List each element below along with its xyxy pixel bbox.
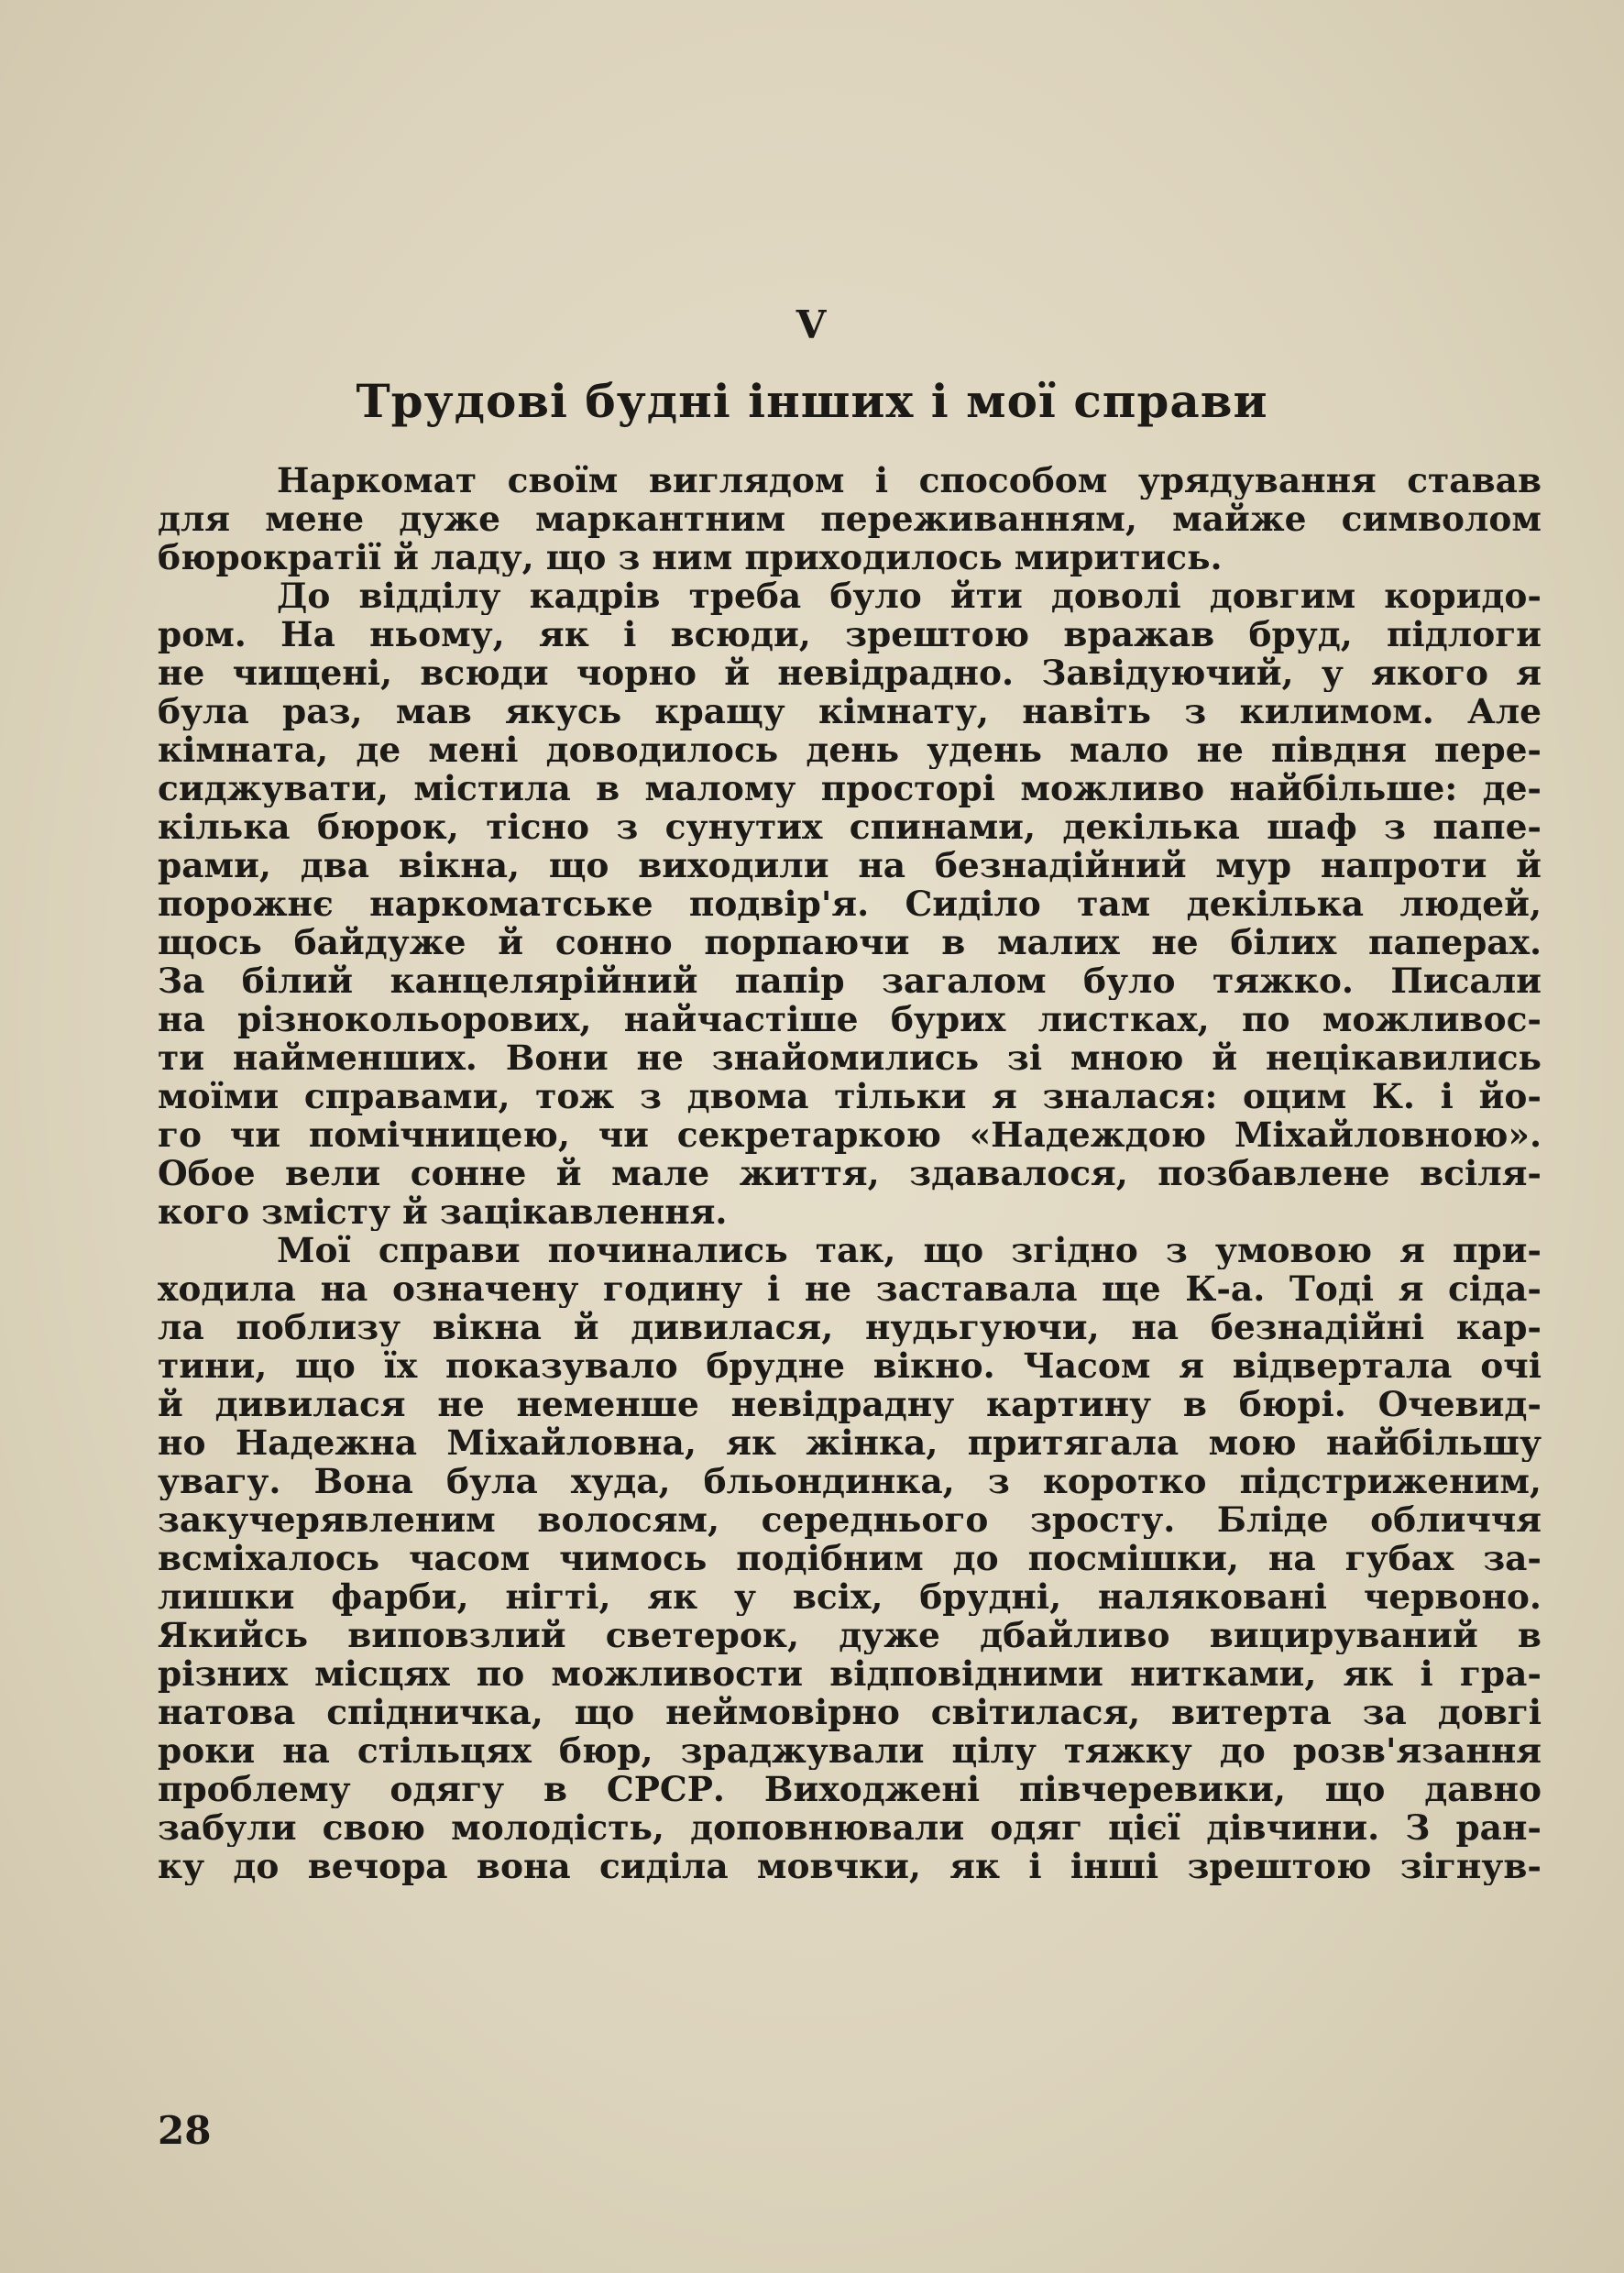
text-line: рами, два вікна, що виходили на безнадійний мур напроти й	[158, 846, 1542, 884]
text-line: ром. На ньому, як і всюди, зрештою вражав бруд, підлоги	[158, 615, 1542, 653]
text-line: була раз, мав якусь кращу кімнату, навіть з килимом. Але	[158, 692, 1542, 730]
chapter-number: V	[796, 302, 828, 347]
text-line: бюрократії й ладу, що з ним приходилось миритись.	[158, 538, 1223, 576]
text-line: но Надежна Міхайловна, як жінка, притягала мою найбільшу	[158, 1423, 1542, 1462]
text-line: натова спідничка, що неймовірно світилася, витерта за довгі	[158, 1693, 1542, 1731]
text-line: різних місцях по можливости відповідними нитками, як і гра-	[158, 1654, 1542, 1693]
text-line: роки на стільцях бюр, зраджували цілу тяжку до розв'язання	[158, 1731, 1542, 1770]
text-line: щось байдуже й сонно порпаючи в малих не білих паперах.	[158, 923, 1542, 961]
text-line: всміхалось часом чимось подібним до посмішки, на губах за-	[158, 1539, 1542, 1577]
text-line: тини, що їх показувало брудне вікно. Часом я відвертала очі	[158, 1346, 1542, 1385]
text-line: проблему одягу в СРСР. Виходжені півчеревики, що давно	[158, 1770, 1542, 1808]
text-line: кімната, де мені доводилось день удень мало не півдня пере-	[158, 730, 1542, 769]
text-line: порожнє наркоматське подвір'я. Сиділо там декілька людей,	[158, 884, 1542, 923]
body-text	[158, 461, 1542, 1885]
text-line: сиджувати, містила в малому просторі можливо найбільше: де-	[158, 769, 1542, 807]
text-line: ку до вечора вона сиділа мовчки, як і інші зрештою зігнув-	[158, 1847, 1542, 1885]
page-number: 28	[158, 2108, 212, 2153]
text-line: моїми справами, тож з двома тільки я зналася: оцим К. і йо-	[158, 1077, 1542, 1115]
text-line: й дивилася не неменше невідрадну картину в бюрі. Очевид-	[158, 1385, 1542, 1423]
text-line: кілька бюрок, тісно з сунутих спинами, декілька шаф з папе-	[158, 807, 1542, 846]
text-line: не чищені, всюди чорно й невідрадно. Завідуючий, у якого я	[158, 653, 1542, 692]
text-line: ти найменших. Вони не знайомились зі мною й нецікавились	[158, 1038, 1542, 1077]
text-line: Обое вели сонне й мале життя, здавалося, позбавлене всіля-	[158, 1154, 1542, 1192]
text-line: До відділу кадрів треба було йти доволі довгим коридо-	[277, 576, 1542, 615]
text-line: для мене дуже маркантним переживанням, майже символом	[158, 500, 1542, 538]
text-line: го чи помічницею, чи секретаркою «Надеждою Міхайловною».	[158, 1115, 1542, 1154]
text-line: Мої справи починались так, що згідно з умовою я при-	[277, 1231, 1542, 1269]
text-line: За білий канцелярійний папір загалом було тяжко. Писали	[158, 961, 1542, 1000]
chapter-title: Трудові будні інших і мої справи	[356, 374, 1268, 428]
text-line: закучерявленим волосям, середнього зросту. Бліде обличчя	[158, 1500, 1542, 1539]
text-line: ла поблизу вікна й дивилася, нудьгуючи, на безнадійні кар-	[158, 1308, 1542, 1346]
text-line: на різнокольорових, найчастіше бурих листках, по можливос-	[158, 1000, 1542, 1038]
text-line: Якийсь виповзлий светерок, дуже дбайливо вицируваний в	[158, 1616, 1542, 1654]
text-line: увагу. Вона була худа, бльондинка, з коротко підстриженим,	[158, 1462, 1542, 1500]
text-line: Наркомат своїм виглядом і способом урядування ставав	[277, 461, 1542, 500]
text-line: лишки фарби, нігті, як у всіх, брудні, наляковані червоно.	[158, 1577, 1542, 1616]
text-line: ходила на означену годину і не заставала ще К-а. Тоді я сіда-	[158, 1269, 1542, 1308]
text-line: кого змісту й зацікавлення.	[158, 1192, 728, 1231]
text-line: забули свою молодість, доповнювали одяг цієї дівчини. З ран-	[158, 1808, 1542, 1847]
